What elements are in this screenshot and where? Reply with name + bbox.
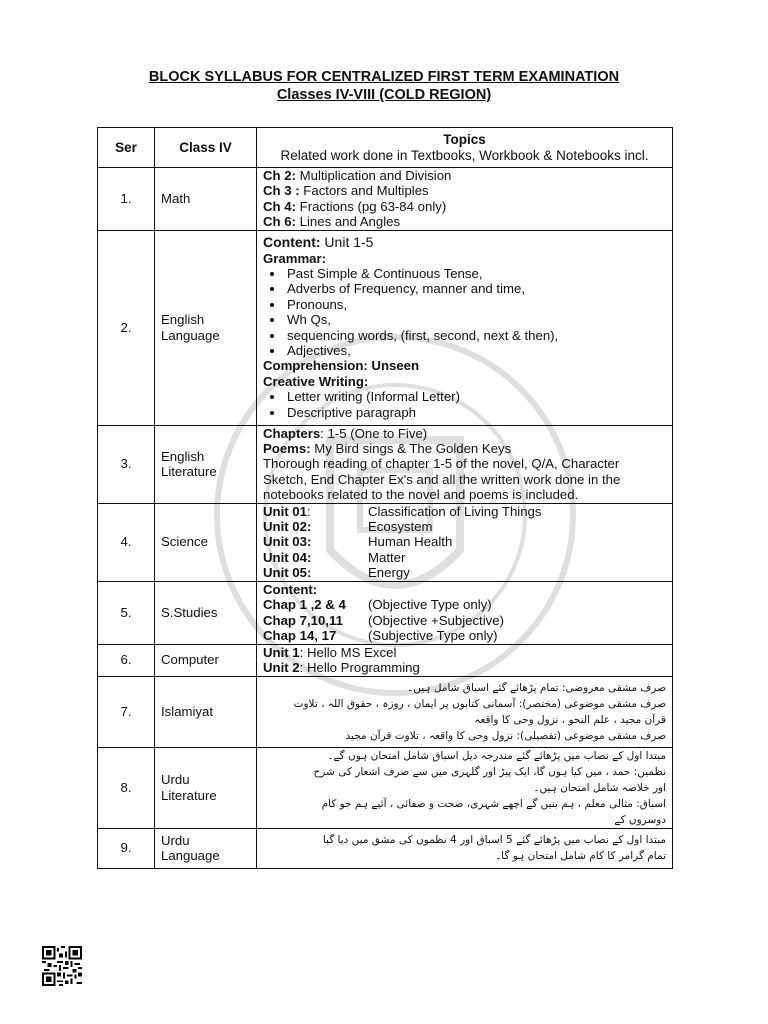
row-topics: [257, 503, 673, 581]
chapter-type: (Objective +Subjective): [368, 612, 504, 628]
unit-label: Unit 04:: [263, 549, 312, 565]
content-label: Content:: [263, 581, 318, 597]
row-ser: 5.: [98, 581, 155, 644]
row-ser: 1.: [98, 168, 155, 231]
title-line-1: BLOCK SYLLABUS FOR CENTRALIZED FIRST TERM EXAMINATION: [148, 69, 620, 85]
title-line-2: Classes IV-VIII (COLD REGION): [276, 87, 492, 103]
table-row: [98, 503, 673, 581]
header-class: Class IV: [155, 128, 257, 168]
row-subject: [155, 230, 257, 425]
chapter-type: (Objective Type only): [368, 597, 492, 613]
row-subject: Computer: [155, 644, 257, 676]
creative-list: [263, 389, 666, 420]
row-topics: [257, 230, 673, 425]
unit-title: Human Health: [368, 534, 453, 550]
header-ser: Ser: [98, 128, 155, 168]
table-row: [98, 644, 673, 676]
table-row: [98, 747, 673, 828]
topic-label: Ch 6:: [263, 214, 296, 230]
content-label: Content:: [263, 234, 321, 251]
unit-label: Unit 05:: [263, 565, 312, 581]
row-ser: 8.: [98, 747, 155, 828]
table-row: [98, 676, 673, 747]
list-item: • Pronouns,: [285, 297, 666, 312]
header-topics: [257, 128, 673, 168]
row-subject: Islamiyat: [155, 676, 257, 747]
row-topics: [257, 425, 673, 503]
subject-line: Language: [161, 848, 220, 863]
unit-label: Unit 2: [263, 660, 300, 676]
list-item: • Past Simple & Continuous Tense,: [285, 266, 666, 281]
grammar-label: Grammar:: [263, 250, 327, 266]
subject-line: Literature: [161, 787, 217, 803]
row-topics: [257, 168, 673, 231]
subject-line: Urdu: [161, 832, 190, 848]
chapter-label: Chap 14, 17: [263, 628, 337, 644]
creative-writing-label: Creative Writing:: [263, 373, 369, 389]
row-subject: Math: [155, 168, 257, 231]
list-item: • Adverbs of Frequency, manner and time,: [285, 281, 666, 296]
topic-label: Ch 2:: [263, 168, 296, 183]
row-ser: 2.: [98, 230, 155, 425]
row-ser: 4.: [98, 503, 155, 581]
urdu-line: اسباق: مثالی معلم ، ہم بنیں گے اچھے شہری، صحت و صفائی ، آئیے ہم جو کام: [321, 797, 666, 810]
grammar-list: [263, 266, 666, 358]
unit-title: : Hello MS Excel: [299, 644, 397, 660]
unit-title: Matter: [368, 549, 406, 565]
unit-sep: :: [306, 503, 311, 519]
unit-label: Unit 01: [263, 503, 307, 519]
topic-label: Ch 3 :: [263, 183, 300, 199]
literature-body-line: notebooks related to the novel and poems is included.: [263, 487, 579, 503]
poems-value: My Bird sings & The Golden Keys: [310, 441, 512, 457]
poems-label: Poems:: [263, 441, 311, 457]
unit-title: Classification of Living Things: [368, 503, 542, 519]
table-row: [98, 168, 673, 231]
topic-text: Factors and Multiples: [299, 183, 429, 199]
row-subject: Science: [155, 503, 257, 581]
literature-body-line: Sketch, End Chapter Ex's and all the written work done in the: [263, 471, 621, 487]
row-subject: S.Studies: [155, 581, 257, 644]
table-header-row: [98, 128, 673, 168]
row-ser: 3.: [98, 425, 155, 503]
row-ser: 6.: [98, 644, 155, 676]
chapter-label: Chap 7,10,11: [263, 612, 343, 628]
subject-line: Urdu: [161, 772, 190, 788]
urdu-line: قرآن مجید ، علم النحو ، نزول وحی کا واقعہ: [474, 713, 666, 726]
urdu-line: مبتدا اول کے نصاب میں پڑھائے گئے مندرجہ ذیل اسباق شامل امتحان ہوں گے۔: [327, 749, 666, 762]
literature-body-line: Thorough reading of chapter 1-5 of the novel, Q/A, Character: [263, 456, 620, 472]
content-value: Unit 1-5: [320, 234, 374, 251]
syllabus-table: [97, 127, 673, 869]
table-row: [98, 230, 673, 425]
urdu-line: مبتدا اول کے نصاب میں پڑھائے گئے 5 اسباق اور 4 نظموں کی مشق میں دیا گیا: [322, 834, 666, 846]
subject-line: Language: [161, 327, 220, 343]
urdu-line: اور خلاصہ شامل امتحان ہیں۔: [533, 781, 666, 794]
subject-line: English: [161, 312, 205, 328]
row-topics: [257, 644, 673, 676]
urdu-line: دوسروں کے: [614, 813, 666, 826]
list-item: • sequencing words, (first, second, next & then),: [285, 328, 666, 343]
table-row: [98, 581, 673, 644]
row-topics-urdu: [257, 828, 673, 868]
row-topics-urdu: [257, 747, 673, 828]
list-item: • Adjectives,: [285, 343, 666, 358]
unit-title: : Hello Programming: [299, 660, 420, 676]
row-topics-urdu: [257, 676, 673, 747]
urdu-line: صرف مشقی موضوعی (تفصیلی): نزول وحی کا واقعہ ، تلاوت قرآن مجید: [345, 729, 666, 742]
row-ser: 9.: [98, 828, 155, 868]
list-item: • Wh Qs,: [285, 312, 666, 327]
comprehension-label: Comprehension: Unseen: [263, 358, 420, 374]
chapter-type: (Subjective Type only): [368, 628, 498, 644]
topic-text: Lines and Angles: [295, 214, 401, 230]
subject-line: English: [161, 448, 205, 464]
subject-line: Literature: [161, 464, 217, 480]
row-subject: [155, 425, 257, 503]
document-title: [0, 68, 768, 104]
list-item: • Letter writing (Informal Letter): [285, 389, 666, 404]
unit-label: Unit 1: [263, 644, 300, 660]
urdu-line: صرف مشقی معروضی: تمام پڑھائے گئے اسباق شامل ہیں۔: [407, 681, 666, 694]
table-row: [98, 425, 673, 503]
row-ser: 7.: [98, 676, 155, 747]
table-row: [98, 828, 673, 868]
unit-label: Unit 02:: [263, 519, 312, 535]
header-topics-title: Topics: [443, 132, 486, 148]
chapters-label: Chapters: [263, 425, 321, 441]
urdu-line: صرف مشقی موضوعی (مختصر): آسمانی کتابوں پر ایمان ، روزہ ، حقوق اللہ ، تلاوت: [293, 697, 666, 710]
row-subject: [155, 828, 257, 868]
chapters-value: : 1-5 (One to Five): [320, 425, 428, 441]
urdu-line: تمام گرامر کا کام شامل امتحان ہو گا۔: [495, 850, 666, 862]
list-item: • Descriptive paragraph: [285, 405, 666, 420]
row-topics: [257, 581, 673, 644]
row-subject: [155, 747, 257, 828]
header-topics-sub: Related work done in Textbooks, Workbook & Notebooks incl.: [280, 147, 649, 163]
topic-text: Fractions (pg 63-84 only): [295, 198, 447, 214]
chapter-label: Chap 1 ,2 & 4: [263, 597, 346, 613]
unit-label: Unit 03:: [263, 534, 312, 550]
topic-label: Ch 4:: [263, 198, 296, 214]
topic-text: Multiplication and Division: [295, 168, 452, 183]
urdu-line: نظمیں: حمد ، میں کیا ہوں گا، ایک پیڑ اور گلہری میں سے صرف اشعار کی شرح: [313, 765, 666, 778]
unit-title: Ecosystem: [368, 519, 433, 535]
unit-title: Energy: [368, 565, 410, 581]
qr-code-icon: [42, 946, 82, 986]
